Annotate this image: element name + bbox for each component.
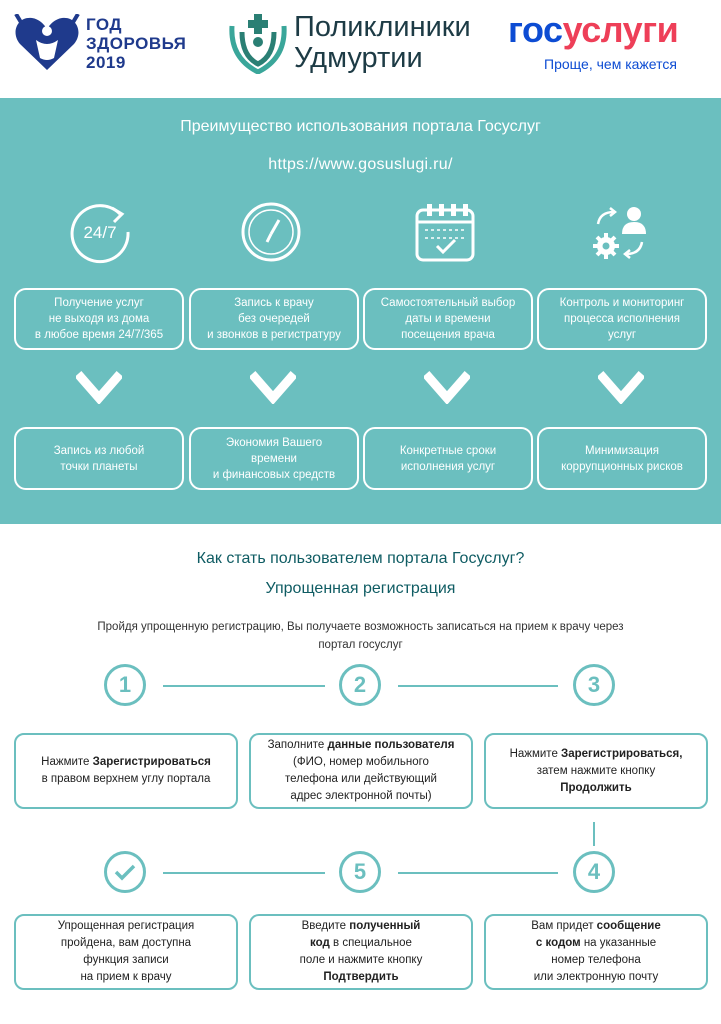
step-text-bold: сообщение <box>596 920 661 932</box>
result-text: Конкретные сроки <box>399 444 497 457</box>
benefit-text: услуг <box>607 329 637 341</box>
user-gear-icon <box>588 200 652 264</box>
result-box-deadlines <box>363 427 533 490</box>
step-text-run: на указанные <box>580 937 657 949</box>
step-text-run: в специальное <box>329 937 412 949</box>
step-text-line <box>268 771 455 788</box>
step-number-1: 1 <box>104 664 146 706</box>
step-box-2 <box>249 733 473 809</box>
result-text: исполнения услуг <box>400 460 496 473</box>
step-text-complete <box>58 918 195 986</box>
step-text-run: адрес электронной почты) <box>290 790 432 802</box>
portal-url-link[interactable]: https://www.gosuslugi.ru/ <box>268 156 453 173</box>
step-text-1 <box>41 754 211 788</box>
year-of-health-logo <box>14 12 214 74</box>
benefit-text: Запись к врачу <box>234 297 314 309</box>
step-text-run: Вам придет <box>531 920 597 932</box>
result-text: коррупционных рисков <box>561 460 683 473</box>
step-text-2 <box>268 737 455 805</box>
chevron-down-icon <box>424 370 470 404</box>
chevron-down-icon <box>76 370 122 404</box>
step-text-line <box>300 935 423 952</box>
step-text-line <box>300 952 423 969</box>
result-text: Запись из любой <box>53 444 145 457</box>
step-number-5: 5 <box>339 851 381 893</box>
step-text-line <box>58 918 195 935</box>
step-text-line <box>531 935 660 952</box>
step-number-4: 4 <box>573 851 615 893</box>
step-text-bold: Подтвердить <box>323 971 399 983</box>
step-text-bold: данные пользователя <box>327 739 455 751</box>
step-connector-vertical <box>593 822 595 846</box>
step-text-line <box>268 788 455 805</box>
step-text-bold: код <box>310 937 330 949</box>
step-text-line <box>531 952 660 969</box>
benefit-text: без очередей <box>238 313 310 325</box>
step-text-run: Нажмите <box>41 756 93 768</box>
step-text-line <box>268 754 455 771</box>
benefits-section <box>0 98 721 524</box>
year-logo-line2: ЗДОРОВЬЯ <box>86 34 187 53</box>
step-text-line <box>531 969 660 986</box>
benefit-box-anytime <box>14 288 184 350</box>
year-logo-line3: 2019 <box>86 53 126 72</box>
calendar-check-icon <box>413 200 477 264</box>
benefit-text: Получение услуг <box>54 297 144 309</box>
benefit-text: и звонков в регистратуру <box>207 329 341 341</box>
step-text-line <box>41 754 211 771</box>
step-text-3 <box>510 746 683 797</box>
step-text-line <box>58 969 195 986</box>
heart-person-icon <box>14 14 80 72</box>
benefit-text: не выходя из дома <box>48 313 150 325</box>
step-text-run: на прием к врачу <box>80 971 172 983</box>
step-text-bold: Продолжить <box>560 781 632 794</box>
year-of-health-text <box>86 15 186 72</box>
step-text-line <box>41 771 211 788</box>
clinic-logo-line2: Удмуртии <box>294 42 423 74</box>
registration-intro-line2: портал госуслуг <box>318 639 403 651</box>
result-text: времени <box>251 452 297 465</box>
step-text-run: затем нажмите кнопку <box>536 764 656 777</box>
clock-24-7-icon <box>68 200 132 264</box>
step-connector <box>398 685 558 687</box>
result-box-corruption <box>537 427 707 490</box>
result-text: точки планеты <box>60 460 138 473</box>
step-text-run: в правом верхнем углу портала <box>41 773 211 785</box>
result-text: Минимизация <box>584 444 659 457</box>
step-box-1 <box>14 733 238 809</box>
step-text-line <box>300 969 423 986</box>
step-text-run: поле и нажмите кнопку <box>299 954 423 966</box>
chevron-down-icon <box>250 370 296 404</box>
step-text-line <box>531 918 660 935</box>
registration-subtitle: Упрощенная регистрация <box>265 580 456 597</box>
step-text-4 <box>531 918 660 986</box>
year-logo-line1: ГОД <box>86 15 123 34</box>
benefit-box-self-choice <box>363 288 533 350</box>
step-text-run: Введите <box>301 920 350 932</box>
benefits-title: Преимущество использования портала Госуслуг <box>180 118 541 135</box>
gosuslugi-brand-part2: услуги <box>562 9 679 50</box>
benefit-text: процесса исполнения <box>564 313 680 325</box>
clock-icon <box>239 200 303 264</box>
step-text-line <box>300 918 423 935</box>
step-number-3: 3 <box>573 664 615 706</box>
result-text: Экономия Вашего <box>225 436 323 449</box>
step-text-5 <box>300 918 423 986</box>
check-icon <box>114 863 136 881</box>
registration-intro <box>40 618 681 654</box>
benefit-text: Контроль и мониторинг <box>559 297 685 309</box>
step-text-bold: Зарегистрироваться <box>92 756 211 768</box>
clinics-udmurtia-logo <box>228 10 498 76</box>
step-text-run: телефона или действующий <box>285 773 437 785</box>
registration-intro-line1: Пройдя упрощенную регистрацию, Вы получаете возможность записаться на прием к врачу через <box>97 621 624 633</box>
benefit-text: даты и времени <box>405 313 491 325</box>
step-text-line <box>510 763 683 780</box>
step-text-line <box>58 952 195 969</box>
clinic-logo-text <box>294 12 471 74</box>
step-text-bold: с кодом <box>535 937 581 949</box>
step-text-run: функция записи <box>83 954 169 966</box>
benefit-box-no-queues <box>189 288 359 350</box>
benefit-text: Самостоятельный выбор <box>380 297 516 309</box>
step-text-run: Нажмите <box>509 747 562 760</box>
step-number-2: 2 <box>339 664 381 706</box>
step-text-line <box>268 737 455 754</box>
gosuslugi-slogan: Проще, чем кажется <box>544 56 677 72</box>
result-text: и финансовых средств <box>212 468 336 481</box>
registration-title: Как стать пользователем портала Госуслуг? <box>196 550 525 567</box>
chevron-down-icon <box>598 370 644 404</box>
benefit-box-monitoring <box>537 288 707 350</box>
result-box-anywhere <box>14 427 184 490</box>
clinic-logo-line1: Поликлиники <box>294 11 471 43</box>
step-text-run: номер телефона <box>551 954 641 966</box>
header <box>0 0 721 98</box>
step-text-run: или электронную почту <box>533 971 659 983</box>
gosuslugi-brand <box>508 10 713 50</box>
step-connector <box>163 685 325 687</box>
clock-24-7-label: 24/7 <box>83 223 117 242</box>
result-box-savings <box>189 427 359 490</box>
step-text-run: Заполните <box>267 739 328 751</box>
benefit-text: в любое время 24/7/365 <box>34 329 164 341</box>
gosuslugi-logo[interactable] <box>508 10 713 80</box>
step-complete-circle <box>104 851 146 893</box>
step-box-3 <box>484 733 708 809</box>
step-box-4 <box>484 914 708 990</box>
step-connector <box>398 872 558 874</box>
step-box-complete <box>14 914 238 990</box>
clinic-emblem-icon <box>228 12 288 74</box>
step-text-run: Упрощенная регистрация <box>57 920 195 932</box>
step-box-5 <box>249 914 473 990</box>
step-text-bold: Зарегистрироваться, <box>561 747 683 760</box>
step-text-line <box>510 780 683 797</box>
step-text-line <box>510 746 683 763</box>
step-text-bold: полученный <box>349 920 421 932</box>
benefit-text: посещения врача <box>401 329 495 341</box>
step-connector <box>163 872 325 874</box>
step-text-line <box>58 935 195 952</box>
gosuslugi-brand-part1: гос <box>508 9 563 50</box>
step-text-run: (ФИО, номер мобильного <box>293 756 429 768</box>
step-text-run: пройдена, вам доступна <box>60 937 192 949</box>
